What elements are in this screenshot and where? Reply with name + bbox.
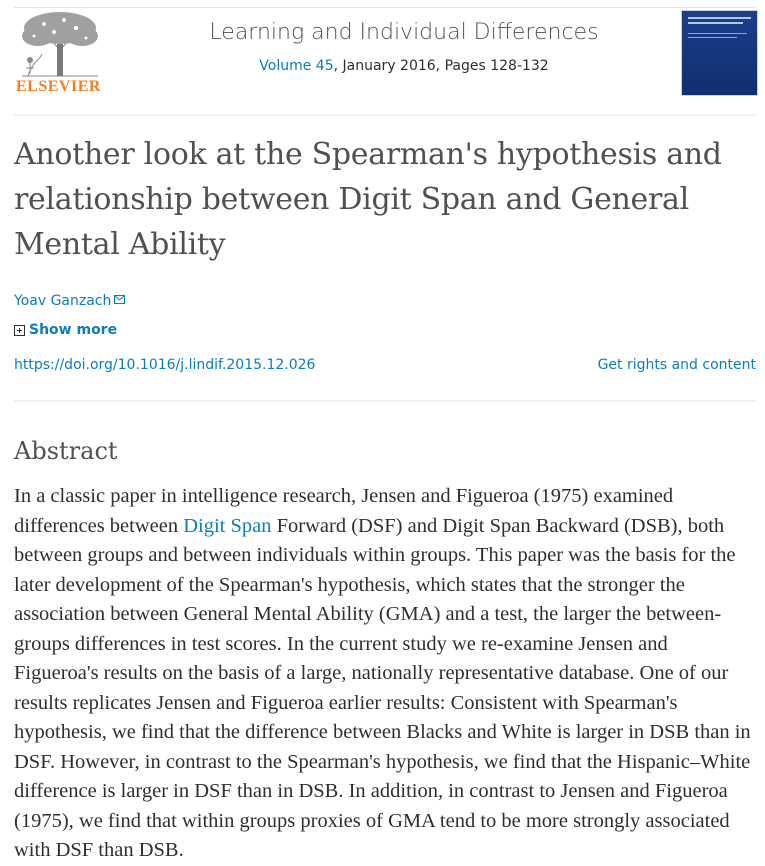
author-name[interactable]: Yoav Ganzach [14,293,112,309]
show-more-button[interactable] [14,322,117,338]
issue-info [194,58,614,74]
article-title: Another look at the Spearman's hypothesis and relationship between Digit Span and General Mental Ability [14,137,722,262]
journal-title[interactable]: Learning and Individual Differences [209,20,599,45]
digit-span-link[interactable]: Digit Span [183,514,272,537]
envelope-icon[interactable] [114,292,125,308]
abstract-heading: Abstract [14,437,118,465]
article-page [14,0,756,865]
section-divider [14,400,756,402]
abstract-text-part: Forward (DSF) and Digit Span Backward (DSB), both between groups and between individuals within groups. This paper was the basis for the later development of the Spearman's hypothesis, which states that the stronger the association between General Mental Ability (GMA) and a test, the larger the between-groups differences in test scores. In the current study we re-examine Jensen and Figueroa's results on the basis of a large, nationally representative database. One of our results replicates Jensen and Figueroa earlier results: Consistent with Spearman's hypothesis, we find that the difference between Blacks and White is larger in DSB than in DSF. However, in contrast to the Spearman's hypothesis, we find that the Hispanic–White difference is larger in DSF than in DSB. In addition, in contrast to Jensen and Figueroa (1975), we find that within groups proxies of GMA tend to be more strongly associated with DSF than DSB. [14,514,751,861]
publisher-wordmark: ELSEVIER [16,78,101,95]
header-divider [14,114,756,116]
cover-title-line [688,22,743,24]
cover-subtitle-line [688,37,737,38]
abstract-text-part: In a classic paper in intelligence research, Jensen and Figueroa (1975) examined differences between [14,485,674,537]
top-border [14,7,756,8]
author[interactable] [14,292,125,309]
cover-subtitle-line [688,33,747,34]
issue-details: , January 2016, Pages 128-132 [333,58,549,74]
cover-title-line [688,17,751,19]
plus-box-icon [14,325,25,336]
volume-link[interactable]: Volume 45 [259,58,334,74]
tree-logo-icon [14,10,106,78]
abstract-text [14,482,756,866]
doi-link[interactable]: https://doi.org/10.1016/j.lindif.2015.12.026 [14,357,316,373]
show-more-label: Show more [29,322,118,338]
rights-link[interactable]: Get rights and content [597,357,756,373]
journal-cover-thumbnail[interactable] [681,10,758,96]
